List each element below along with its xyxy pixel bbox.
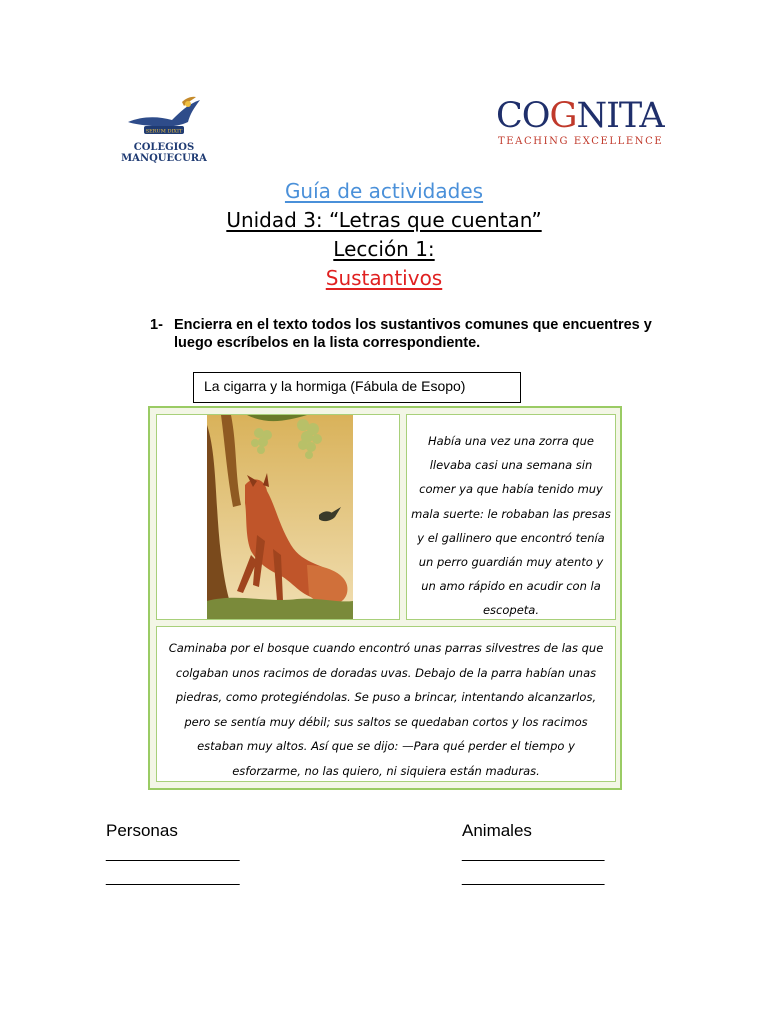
story-paragraph-right: Había una vez una zorra que llevaba casi una semana sin comer ya que había tenido muy mala suerte: le robaban las presas y el gallinero que encontró tenía un perro guardián muy atento y un amo rápido en acudir con la escopeta. [406,414,616,620]
fox-and-grapes-icon [207,415,353,619]
unit-heading-text: Unidad 3: “Letras que cuentan” [226,208,542,232]
personas-answer-line-1: _______________ [106,845,240,862]
cognita-tagline: TEACHING EXCELLENCE [498,136,664,147]
cognita-logo [496,98,666,154]
illustration-box [156,414,400,620]
brand-part-1: CO [496,96,550,136]
personas-label: Personas [106,821,178,840]
story-frame [148,406,622,790]
school-name: COLEGIOS MANQUECURA [121,142,207,164]
animales-answer-line-1: ________________ [462,845,605,862]
animales-answer-line-2: ________________ [462,869,605,886]
instruction-number: 1- [150,317,163,333]
topic-heading [0,265,768,291]
unit-heading [0,207,768,233]
lesson-heading-text: Lección 1: [333,237,435,261]
personas-list [106,820,239,890]
story-title: La cigarra y la hormiga (Fábula de Esopo) [193,372,521,403]
instruction-text: Encierra en el texto todos los sustantivos comunes que encuentres y luego escríbelos en la lista correspondiente. [174,317,652,351]
bird-emblem-icon [122,94,206,140]
cognita-brand [496,96,664,136]
animales-label: Animales [462,821,532,840]
brand-part-2: NITA [576,96,664,136]
personas-answer-line-2: _______________ [106,869,240,886]
topic-heading-text: Sustantivos [325,266,443,290]
guide-heading [0,178,768,204]
banner-text: SERUM DIXIT [145,128,183,135]
guide-heading-text: Guía de actividades [284,179,484,203]
colegios-manquecura-logo [118,94,210,172]
animales-list [462,820,604,890]
brand-part-g: G [549,96,577,136]
lesson-heading [0,236,768,262]
story-paragraph-bottom: Caminaba por el bosque cuando encontró unas parras silvestres de las que colgaban unos racimos de doradas uvas. Debajo de la parra habían unas piedras, como protegiéndolas. Se puso a brincar, intentando alcanzarlos, pero se sentía muy débil; sus saltos se quedaban cortos y los racimos estaban muy altos. Así que se dijo: —Para qué perder el tiempo y esforzarme, no las quiero, ni siquiera están maduras. [156,626,616,782]
